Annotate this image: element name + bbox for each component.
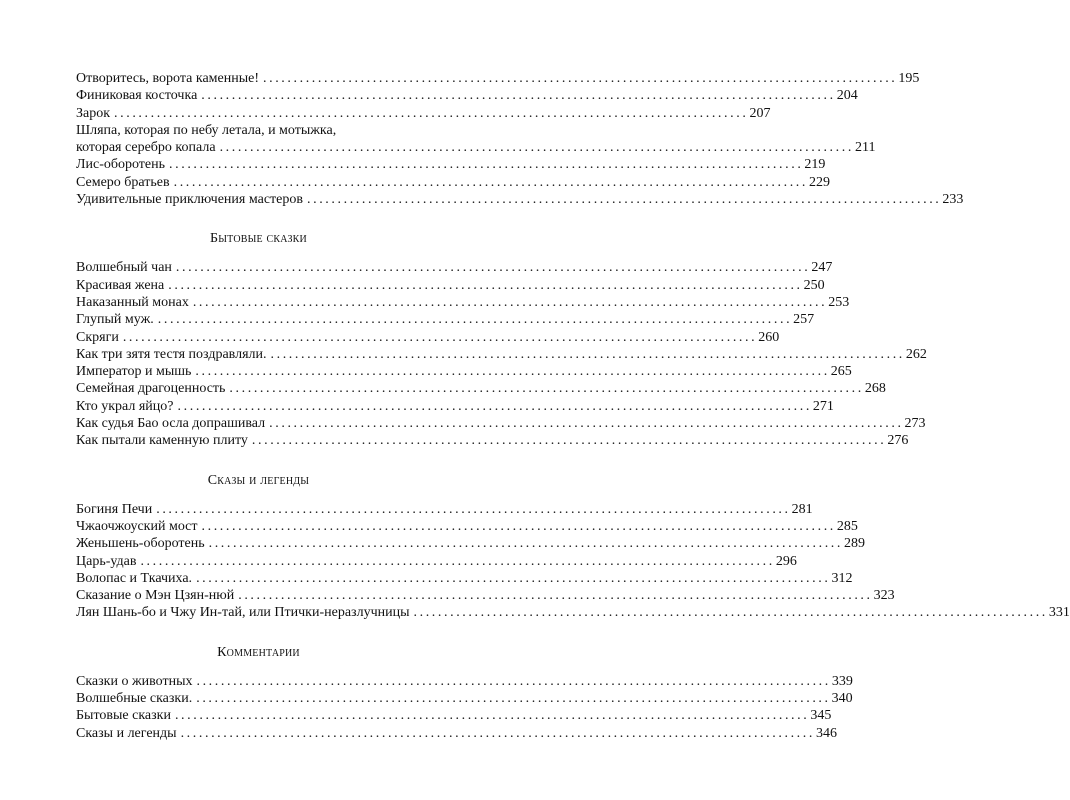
toc-section-tales (76, 501, 1070, 622)
toc-entry-page: 268 (864, 381, 886, 397)
dot-leader: ........................................................................................................ (173, 174, 809, 190)
toc-entry (76, 553, 797, 570)
toc-entry (76, 174, 831, 191)
toc-entry-title: Семейная драгоценность (76, 381, 226, 397)
toc-entry (76, 501, 813, 518)
toc-entry (76, 673, 853, 690)
toc-entry-page: 195 (898, 71, 920, 86)
dot-leader: ........................................................................................................ (251, 433, 887, 449)
toc-entry-title: Император и мышь (76, 364, 192, 380)
section-heading-everyday-tales: Бытовые сказки (210, 231, 307, 247)
toc-entry-page: 345 (810, 708, 832, 724)
toc-column (76, 70, 1070, 742)
toc-entry-title: Кто украл яйцо? (76, 398, 174, 414)
toc-entry (76, 87, 858, 104)
dot-leader: ........................................................................................................ (196, 673, 831, 689)
dot-leader: ........................................................................................................ (157, 312, 793, 328)
dot-leader: ........................................................................................................ (263, 71, 898, 86)
toc-entry (76, 535, 866, 552)
toc-entry (76, 191, 964, 208)
toc-entry-page: 265 (830, 364, 852, 380)
toc-entry (76, 259, 833, 276)
toc-entry-title: Бытовые сказки (76, 708, 171, 724)
toc-entry-page: 211 (854, 140, 876, 156)
toc-entry-title: Царь-удав (76, 553, 137, 569)
toc-entry (76, 725, 837, 742)
dot-leader: ........................................................................................................ (196, 691, 831, 707)
toc-entry-title: Наказанный монах (76, 294, 189, 310)
section-heading-comments: Комментарии (217, 644, 300, 660)
dot-leader: ........................................................................................................ (238, 588, 873, 604)
toc-entry-page: 219 (804, 157, 826, 173)
toc-entry-title: Как пытали каменную плиту (76, 433, 248, 449)
toc-entry (76, 380, 886, 397)
toc-entry-title-line1: Шляпа, которая по небу летала, и мотыжка, (76, 122, 337, 138)
toc-entry-page: 339 (831, 673, 853, 689)
dot-leader: ........................................................................................................ (201, 88, 836, 104)
dot-leader: ........................................................................................................ (180, 725, 815, 741)
toc-entry-page: 346 (815, 725, 837, 741)
toc-entry-title: которая серебро копала (76, 140, 216, 156)
toc-entry-title: Волшебные сказки. (76, 691, 193, 707)
toc-entry (76, 156, 826, 173)
toc-entry-page: 323 (873, 588, 895, 604)
dot-leader: ........................................................................................................ (140, 553, 775, 569)
toc-entry-title: Глупый муж. (76, 312, 154, 328)
toc-entry-page: 253 (828, 294, 850, 310)
toc-entry (76, 570, 853, 587)
toc-entry (76, 105, 771, 122)
dot-leader: ........................................................................................................ (192, 294, 828, 310)
toc-entry-title: Волопас и Ткачиха. (76, 570, 193, 586)
dot-leader: ........................................................................................................ (269, 416, 904, 432)
toc-entry-title: Как три зятя тестя поздравляли. (76, 346, 267, 362)
toc-entry-page: 340 (831, 691, 853, 707)
toc-entry-page: 273 (904, 416, 926, 432)
toc-entry-page: 289 (844, 536, 866, 552)
toc-entry-title: Скряги (76, 329, 119, 345)
toc-entry-title: Зарок (76, 105, 111, 121)
toc-entry (76, 587, 895, 604)
dot-leader: ........................................................................................................ (175, 260, 811, 276)
toc-entry-title: Женьшень-оборотень (76, 536, 205, 552)
dot-leader: ........................................................................................................ (229, 381, 864, 397)
toc-entry (76, 518, 858, 535)
toc-entry (76, 707, 832, 724)
toc-entry-title: Удивительные приключения мастеров (76, 192, 303, 208)
dot-leader: ........................................................................................................ (177, 398, 812, 414)
dot-leader: ........................................................................................................ (219, 140, 854, 156)
toc-entry-title: Семеро братьев (76, 174, 170, 190)
toc-entry-page: 285 (836, 518, 858, 534)
toc-entry-page: 204 (836, 88, 858, 104)
dot-leader: ........................................................................................................ (169, 157, 804, 173)
toc-entry-title: Красивая жена (76, 277, 165, 293)
toc-entry-page: 207 (749, 105, 771, 121)
dot-leader: ........................................................................................................ (307, 192, 942, 208)
toc-entry-page: 276 (887, 433, 909, 449)
toc-entry-page: 312 (831, 570, 853, 586)
toc-entry-page: 247 (811, 260, 833, 276)
toc-entry (76, 346, 927, 363)
toc-entry-title: Финиковая косточка (76, 88, 198, 104)
toc-entry-title: Как судья Бао осла допрашивал (76, 416, 266, 432)
toc-entry-page: 250 (803, 277, 825, 293)
dot-leader: ........................................................................................................ (114, 105, 749, 121)
dot-leader: ........................................................................................................ (156, 501, 791, 517)
dot-leader: ........................................................................................................ (413, 605, 1048, 621)
toc-entry (76, 329, 780, 346)
toc-entry-page: 331 (1048, 605, 1070, 621)
toc-entry-page: 257 (793, 312, 815, 328)
toc-entry-title: Сказание о Мэн Цзян-нюй (76, 588, 235, 604)
toc-entry (76, 294, 850, 311)
toc-entry-title: Отворитесь, ворота каменные! (76, 71, 259, 86)
toc-entry (76, 70, 920, 87)
toc-entry-page: 260 (758, 329, 780, 345)
toc-entry-page: 233 (942, 192, 964, 208)
dot-leader: ........................................................................................................ (122, 329, 758, 345)
toc-entry (76, 277, 825, 294)
toc-entry (76, 415, 926, 432)
toc-entry-page: 262 (905, 346, 927, 362)
toc-entry-title: Чжаочжоуский мост (76, 518, 198, 534)
toc-entry-title: Лян Шань-бо и Чжу Ин-тай, или Птички-неразлучницы (76, 605, 410, 621)
dot-leader: ........................................................................................................ (208, 536, 844, 552)
toc-entry-multiline (76, 122, 876, 157)
toc-entry-title: Богиня Печи (76, 501, 153, 517)
toc-entry (76, 398, 834, 415)
toc-entry-title: Лис-оборотень (76, 157, 166, 173)
toc-entry-page: 296 (775, 553, 797, 569)
dot-leader: ........................................................................................................ (168, 277, 803, 293)
toc-entry (76, 139, 876, 156)
dot-leader: ........................................................................................................ (195, 364, 830, 380)
section-heading-tales-legends: Сказы и легенды (207, 472, 310, 488)
toc-entry-title: Сказы и легенды (76, 725, 177, 741)
toc-entry-title: Сказки о животных (76, 673, 193, 689)
toc-entry (76, 363, 852, 380)
toc-entry-title: Волшебный чан (76, 260, 172, 276)
dot-leader: ........................................................................................................ (196, 570, 831, 586)
toc-entry (76, 311, 815, 328)
toc-section-magic-continued (76, 70, 964, 208)
toc-entry-page: 281 (791, 501, 813, 517)
toc-entry (76, 604, 1070, 621)
toc-section-everyday (76, 259, 927, 449)
toc-entry-page: 271 (812, 398, 834, 414)
dot-leader: ........................................................................................................ (174, 708, 810, 724)
dot-leader: ........................................................................................................ (201, 518, 836, 534)
toc-section-comments (76, 673, 853, 742)
dot-leader: ........................................................................................................ (270, 346, 905, 362)
toc-entry-page: 229 (809, 174, 831, 190)
toc-entry (76, 690, 853, 707)
toc-entry (76, 432, 909, 449)
